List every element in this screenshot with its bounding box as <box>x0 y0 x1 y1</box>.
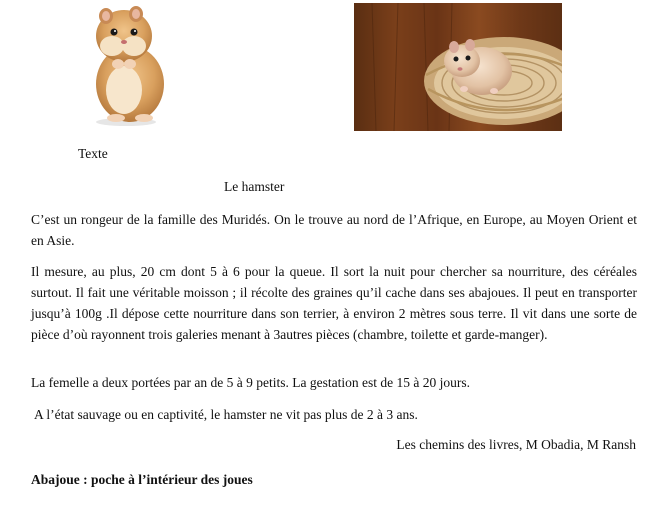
source-citation: Les chemins des livres, M Obadia, M Ransh <box>396 437 636 452</box>
glossary-definition: Abajoue : poche à l’intérieur des joues <box>31 472 253 487</box>
hamster-on-wicker-basket-icon <box>354 3 562 131</box>
paragraph-3: La femelle a deux portées par an de 5 à 9 petits. La gestation est de 15 à 20 jours. <box>31 375 470 390</box>
paragraph-1: C’est un rongeur de la famille des Muridés. On le trouve au nord de l’Afrique, en Europe, au Moyen Orient et en Asie. <box>31 212 637 248</box>
text-label: Texte <box>78 146 108 161</box>
paragraph-4: A l’état sauvage ou en captivité, le hamster ne vit pas plus de 2 à 3 ans. <box>34 407 418 422</box>
paragraph-2: Il mesure, au plus, 20 cm dont 5 à 6 pour la queue. Il sort la nuit pour chercher sa nourriture, des céréales surtout. Il fait une véritable moisson ; il récolte des graines qu’il cache dans ses abajoues. Il peut en transporter jusqu’à 100g .Il dépose cette nourriture dans son terrier, à environ 2 mètres sous terre. Il vit dans une sorte de pièce d’où rayonnent trois galeries menant à 3autres pièces (chambre, toilette et garde-manger). <box>31 264 637 342</box>
page-title: Le hamster <box>224 179 285 194</box>
hamster-standing-icon <box>78 4 174 128</box>
